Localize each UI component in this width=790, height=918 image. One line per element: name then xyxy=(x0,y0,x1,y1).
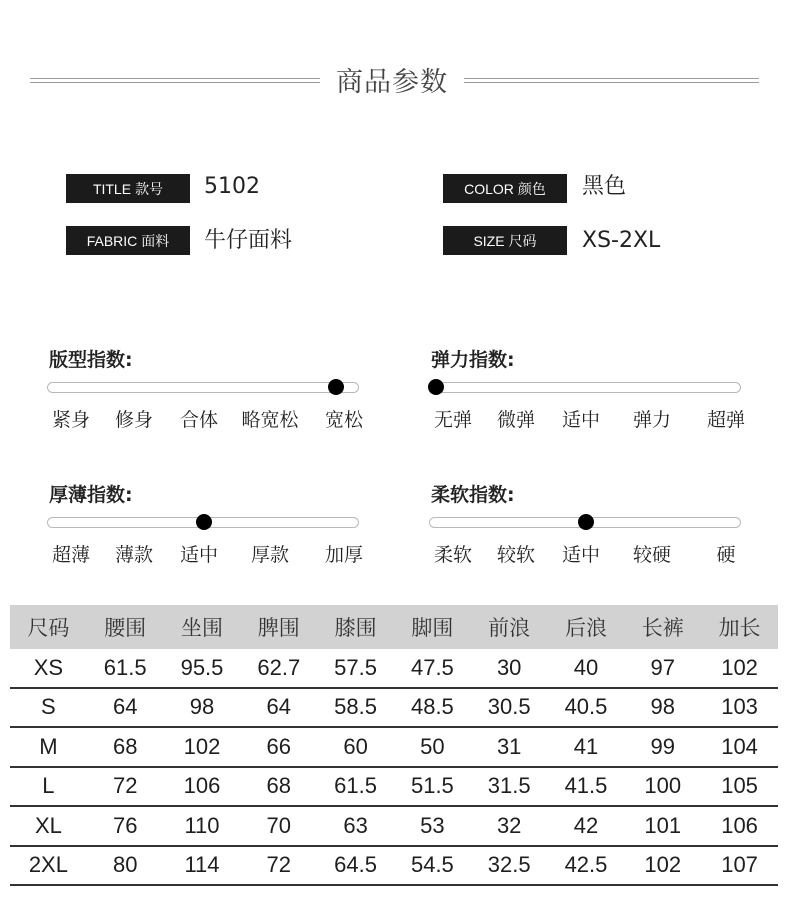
table-cell: 101 xyxy=(644,812,682,838)
color-tag-cn: 颜色 xyxy=(517,181,546,198)
table-cell: 60 xyxy=(343,733,368,759)
softness-index-level-label: 硬 xyxy=(716,544,736,566)
elasticity-index-level-label: 超弹 xyxy=(706,409,746,431)
table-cell: 32 xyxy=(496,812,522,838)
table-cell: 102 xyxy=(183,733,221,759)
color-tag xyxy=(443,174,567,203)
table-cell: 61.5 xyxy=(103,654,147,680)
thickness-index-title: 厚薄指数: xyxy=(49,484,133,506)
softness-index-level-label: 较软 xyxy=(496,544,536,566)
fabric-tag-en: FABRIC xyxy=(86,232,138,249)
table-cell: 68 xyxy=(112,733,138,759)
table-cell: 40.5 xyxy=(564,694,608,720)
table-header-cell: 脚围 xyxy=(411,616,454,640)
table-cell: 107 xyxy=(721,852,758,878)
fit-index-title: 版型指数: xyxy=(49,349,133,371)
table-cell: 80 xyxy=(112,852,138,878)
fit-index-indicator xyxy=(328,379,344,395)
table-cell: 97 xyxy=(650,654,676,680)
table-cell: 30 xyxy=(496,654,522,680)
elasticity-index-level-label: 微弹 xyxy=(496,409,536,431)
table-cell: 53 xyxy=(420,812,445,838)
table-cell: 99 xyxy=(650,733,676,759)
table-header-cell: 尺码 xyxy=(27,616,70,640)
title-tag-cn: 款号 xyxy=(135,181,164,198)
table-header-cell: 长裤 xyxy=(641,616,684,640)
table-cell: 98 xyxy=(189,694,215,720)
table-cell: 58.5 xyxy=(334,694,377,720)
table-cell: 102 xyxy=(644,852,682,878)
table-header-cell: 加长 xyxy=(718,616,761,640)
table-cell: 72 xyxy=(266,852,292,878)
fit-index-level-label: 宽松 xyxy=(324,409,364,431)
title-tag xyxy=(66,174,190,203)
table-cell: 50 xyxy=(420,733,445,759)
table-row xyxy=(10,728,778,768)
color-tag-en: COLOR xyxy=(464,180,514,197)
table-cell: 64.5 xyxy=(334,852,377,878)
title-tag-en: TITLE xyxy=(92,180,132,197)
table-cell: 42.5 xyxy=(564,852,608,878)
fit-index-level-label: 合体 xyxy=(179,409,219,431)
size-table xyxy=(10,605,778,886)
page-title: 商品参数 xyxy=(336,67,448,98)
thickness-index-level-label: 适中 xyxy=(179,544,219,566)
fit-index-level-label: 略宽松 xyxy=(241,409,299,431)
table-cell: 31.5 xyxy=(487,773,531,799)
elasticity-index-level-label: 适中 xyxy=(561,409,601,431)
size-tag-en: SIZE xyxy=(473,232,505,249)
table-header-cell: 前浪 xyxy=(488,616,531,640)
header-divider-right xyxy=(464,78,759,83)
table-cell: 41.5 xyxy=(564,773,608,799)
table-header-cell: 膝围 xyxy=(334,616,377,640)
softness-index-title: 柔软指数: xyxy=(431,484,515,506)
table-row xyxy=(10,649,778,689)
table-cell: 114 xyxy=(184,852,220,878)
table-cell: 32.5 xyxy=(487,852,531,878)
color-value: 黑色 xyxy=(582,174,627,199)
table-cell: 51.5 xyxy=(410,773,454,799)
table-cell: 68 xyxy=(266,773,292,799)
fit-index-level-label: 紧身 xyxy=(51,409,91,431)
fit-index-level-label: 修身 xyxy=(114,409,154,431)
table-cell: 103 xyxy=(721,694,758,720)
table-cell: 105 xyxy=(721,773,758,799)
table-cell: 62.7 xyxy=(257,654,301,680)
table-cell: 98 xyxy=(650,694,676,720)
table-cell: 64 xyxy=(112,694,138,720)
table-cell: 40 xyxy=(573,654,599,680)
header-divider-left xyxy=(30,78,320,83)
table-header-cell: 脾围 xyxy=(257,616,300,640)
table-cell: 64 xyxy=(266,694,292,720)
table-header-cell: 腰围 xyxy=(104,616,147,640)
table-cell: 30.5 xyxy=(487,694,531,720)
table-cell: 42 xyxy=(573,812,599,838)
table-cell: 100 xyxy=(644,773,682,799)
table-cell: S xyxy=(41,694,56,720)
table-cell: 63 xyxy=(343,812,368,838)
table-header-row xyxy=(10,605,778,649)
table-cell: 41 xyxy=(573,733,599,759)
table-cell: 48.5 xyxy=(410,694,454,720)
table-cell: 54.5 xyxy=(410,852,454,878)
table-cell: 47.5 xyxy=(410,654,454,680)
table-cell: 95.5 xyxy=(180,654,224,680)
softness-index-indicator xyxy=(578,514,594,530)
table-cell: XS xyxy=(33,654,64,680)
softness-index-level-label: 适中 xyxy=(561,544,601,566)
table-cell: 104 xyxy=(721,733,758,759)
elasticity-index-title: 弹力指数: xyxy=(431,349,515,371)
thickness-index-level-label: 薄款 xyxy=(114,544,154,566)
fabric-value: 牛仔面料 xyxy=(204,228,293,253)
table-cell: 106 xyxy=(721,812,758,838)
table-header-cell: 后浪 xyxy=(564,616,607,640)
table-body xyxy=(10,649,778,886)
table-cell: M xyxy=(39,733,58,759)
thickness-index-level-label: 超薄 xyxy=(51,544,91,566)
softness-index-level-label: 较硬 xyxy=(632,544,672,566)
table-cell: 106 xyxy=(183,773,221,799)
table-cell: 61.5 xyxy=(334,773,377,799)
table-cell: 102 xyxy=(721,654,758,680)
table-cell: 66 xyxy=(266,733,292,759)
elasticity-index-level-label: 无弹 xyxy=(433,409,473,431)
table-cell: 31 xyxy=(496,733,522,759)
size-tag-cn: 尺码 xyxy=(508,233,537,250)
thickness-index-indicator xyxy=(196,514,212,530)
size-value: XS-2XL xyxy=(582,228,661,253)
table-row xyxy=(10,689,778,729)
table-cell: 70 xyxy=(266,812,292,838)
table-cell: 72 xyxy=(112,773,138,799)
table-row xyxy=(10,807,778,847)
softness-index-level-label: 柔软 xyxy=(433,544,473,566)
table-cell: 76 xyxy=(112,812,138,838)
fabric-tag-cn: 面料 xyxy=(141,233,170,250)
thickness-index-level-label: 加厚 xyxy=(324,544,364,566)
table-cell: 110 xyxy=(184,812,220,838)
table-cell: 2XL xyxy=(28,852,68,878)
elasticity-index-track xyxy=(429,382,741,393)
table-row xyxy=(10,768,778,808)
table-cell: XL xyxy=(34,812,62,838)
elasticity-index-indicator xyxy=(428,379,444,395)
fit-index-track xyxy=(47,382,359,393)
title-value: 5102 xyxy=(204,174,260,199)
table-cell: L xyxy=(42,773,55,799)
table-header-cell: 坐围 xyxy=(180,616,223,640)
elasticity-index-level-label: 弹力 xyxy=(632,409,672,431)
size-tag xyxy=(443,226,567,255)
thickness-index-level-label: 厚款 xyxy=(250,544,290,566)
table-cell: 57.5 xyxy=(334,654,377,680)
table-row xyxy=(10,847,778,887)
fabric-tag xyxy=(66,226,190,255)
